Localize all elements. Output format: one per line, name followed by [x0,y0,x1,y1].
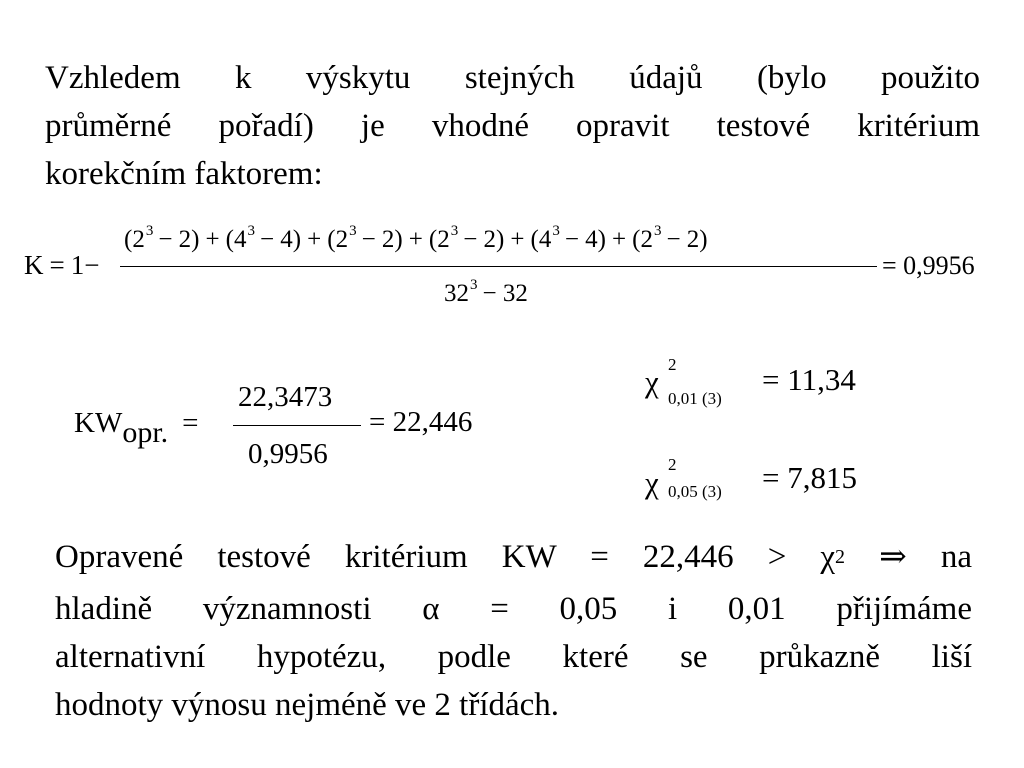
k-equals: = [49,250,65,280]
intro-line-1: Vzhledem k výskytu stejných údajů (bylo použito [45,60,980,96]
chi-symbol: χ [645,465,659,500]
k-term-5: $(4^3 - 4)$ [530,223,607,253]
kw-fraction-bar [233,425,361,426]
k-lhs [24,250,99,281]
chi-symbol: χ [645,364,659,399]
kw-symbol: KW [74,407,123,439]
k-term-3: $(2^3 - 2)$ [327,223,403,253]
plus-sign: + [408,226,423,253]
k-symbol: K [24,250,44,280]
k-denominator: $32^3 - 32$ [444,277,528,307]
kw-numerator: 22,3473 [238,381,333,413]
k-numerator [124,223,708,254]
k-term-1: $(2^3 - 2)$ [124,223,200,253]
chi-superscript: 2 [668,455,677,474]
conclusion-line-2: hladině významnosti α = 0,05 i 0,01 přijímáme [55,591,972,627]
chi-value: = 7,815 [762,460,857,495]
plus-sign: + [612,226,627,253]
chi-value: = 11,34 [762,362,856,397]
kw-subscript: opr. [122,416,169,449]
conclusion-line-4: hodnoty výnosu nejméně ve 2 třídách. [55,687,560,723]
k-minus: − [84,250,100,280]
k-term-6: $(2^3 - 2)$ [632,223,708,253]
k-result: = 0,9956 [882,251,975,280]
k-term-4: $(2^3 - 2)$ [428,223,505,253]
plus-sign: + [510,226,525,253]
chi-subscript: 0,05 (3) [668,482,722,501]
conclusion-line-1: Opravené testové kritérium KW = $22,446 > \chi^2$ ⇒ na [55,539,972,575]
k-fraction-bar [120,266,877,267]
kw-result: = 22,446 [369,406,473,438]
intro-line-2: průměrné pořadí) je vhodné opravit testové kritérium [45,108,980,144]
intro-line-3: korekčním faktorem: [45,156,323,192]
kw-lhs [74,406,205,449]
intro-paragraph [45,54,980,198]
chi-superscript: 2 [668,355,677,374]
plus-sign: + [307,226,322,253]
k-term-2: $(4^3 - 4)$ [225,223,302,253]
conclusion-paragraph [55,533,972,729]
conclusion-line-3: alternativní hypotézu, podle které se průkazně liší [55,639,972,675]
k-one: 1 [70,250,85,280]
kw-denominator: 0,9956 [248,438,328,470]
chi-subscript: 0,01 (3) [668,389,722,408]
kw-equals: = [182,407,199,439]
plus-sign: + [205,226,220,253]
